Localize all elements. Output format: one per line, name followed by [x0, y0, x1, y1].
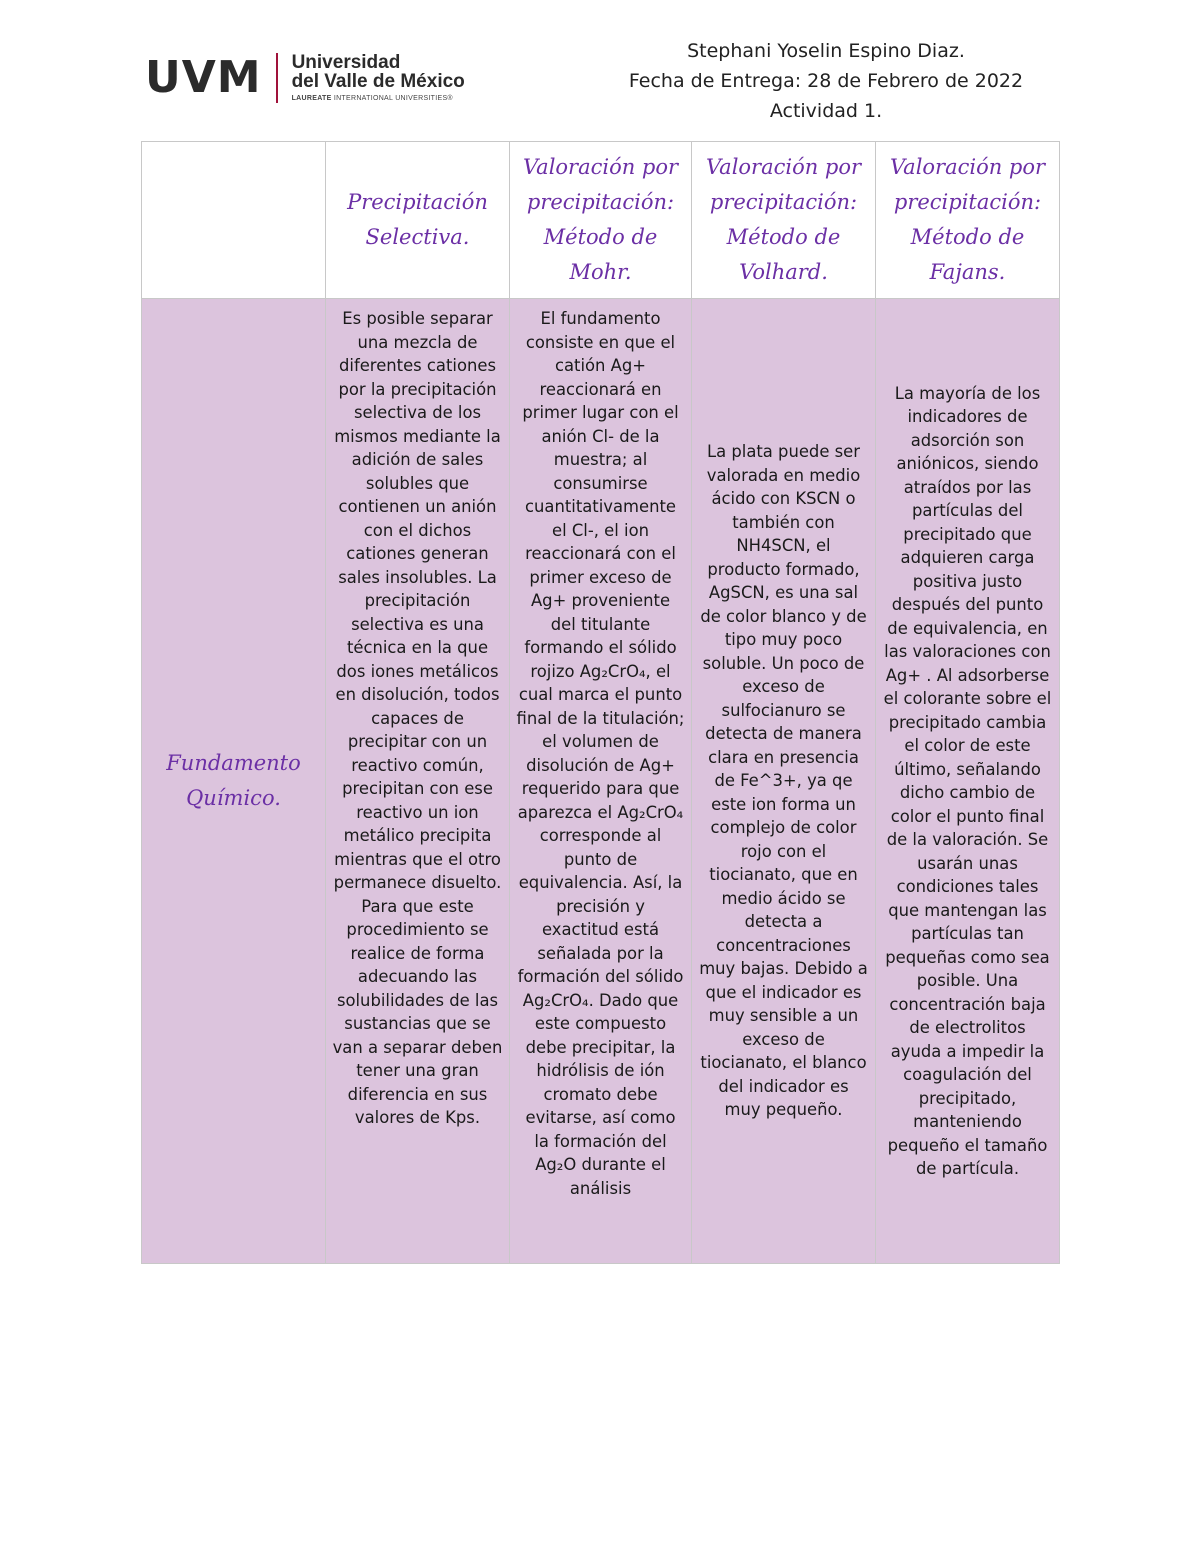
- logo-divider: [276, 53, 278, 103]
- logo-mark: UVM: [145, 51, 262, 103]
- cell-metodo-volhard: La plata puede ser valorada en medio ácido con KSCN o también con NH4SCN, el producto formado, AgSCN, es una sal de color blanco y de tipo muy poco soluble. Un poco de exceso de sulfocianuro se detecta de manera clara en presencia de Fe^3+, ya qe este ion forma un complejo de color rojo con el tiocianato, que en medio ácido se detecta a concentraciones muy bajas. Debido a que el indicador es muy sensible a un exceso de tiocianato, el blanco del indicador es muy pequeño.: [692, 299, 876, 1264]
- author-name: Stephani Yoselin Espino Diaz.: [687, 40, 965, 62]
- uvm-logo: [145, 50, 465, 105]
- logo-text: [292, 53, 465, 102]
- due-date: Fecha de Entrega: 28 de Febrero de 2022: [628, 70, 1024, 92]
- cell-metodo-mohr: El fundamento consiste en que el catión Ag+ reaccionará en primer lugar con el anión Cl- de la muestra; al consumirse cuantitativamente el Cl-, el ion reaccionará con el primer exceso de Ag+ proveniente del titulante formando el sólido rojizo Ag₂CrO₄, el cual marca el punto final de la titulación; el volumen de disolución de Ag+ requerido para que aparezca el Ag₂CrO₄ corresponde al punto de equivalencia. Así, la precisión y exactitud está señalada por la formación del sólido Ag₂CrO₄. Dado que este compuesto debe precipitar, la hidrólisis de ión cromato debe evitarse, así como la formación del Ag₂O durante el análisis: [510, 299, 692, 1264]
- header-cell-metodo-volhard: Valoración por precipitación: Método de Volhard.: [692, 142, 876, 299]
- header-cell-metodo-mohr: Valoración por precipitación: Método de Mohr.: [510, 142, 692, 299]
- table-row: [142, 299, 1060, 1264]
- table-header-row: [142, 142, 1060, 299]
- logo-laureate-rest: INTERNATIONAL UNIVERSITIES®: [331, 95, 453, 102]
- logo-university-line1: Universidad: [291, 52, 401, 73]
- logo-laureate-bold: LAUREATE: [291, 95, 332, 102]
- header-info: [600, 36, 1052, 126]
- row-label-fundamento-quimico: Fundamento Químico.: [142, 299, 326, 1264]
- header-cell-metodo-fajans: Valoración por precipitación: Método de Fajans.: [876, 142, 1060, 299]
- cell-metodo-fajans: La mayoría de los indicadores de adsorción son aniónicos, siendo atraídos por las partículas del precipitado que adquieren carga positiva justo después del punto de equivalencia, en las valoraciones con Ag+ . Al adsorberse el colorante sobre el precipitado cambia el color de este último, señalando dicho cambio de color el punto final de la valoración. Se usarán unas condiciones tales que mantengan las partículas tan pequeñas como sea posible. Una concentración baja de electrolitos ayuda a impedir la coagulación del precipitado, manteniendo pequeño el tamaño de partícula.: [876, 299, 1060, 1264]
- header-cell-precipitacion-selectiva: Precipitación Selectiva.: [326, 142, 510, 299]
- cell-precipitacion-selectiva: Es posible separar una mezcla de diferentes cationes por la precipitación selectiva de los mismos mediante la adición de sales solubles que contienen un anión con el dichos cationes generan sales insolubles. La precipitación selectiva es una técnica en la que dos iones metálicos en disolución, todos capaces de precipitar con un reactivo común, precipitan con ese reactivo un ion metálico precipita mientras que el otro permanece disuelto. Para que este procedimiento se realice de forma adecuando las solubilidades de las sustancias que se van a separar deben tener una gran diferencia en sus valores de Kps.: [326, 299, 510, 1264]
- header-cell-empty: [142, 142, 326, 299]
- comparison-table: [141, 141, 1060, 1264]
- logo-university-line2: del Valle de México: [291, 71, 465, 92]
- activity-title: Actividad 1.: [769, 100, 883, 122]
- logo-laureate-line: [292, 95, 465, 102]
